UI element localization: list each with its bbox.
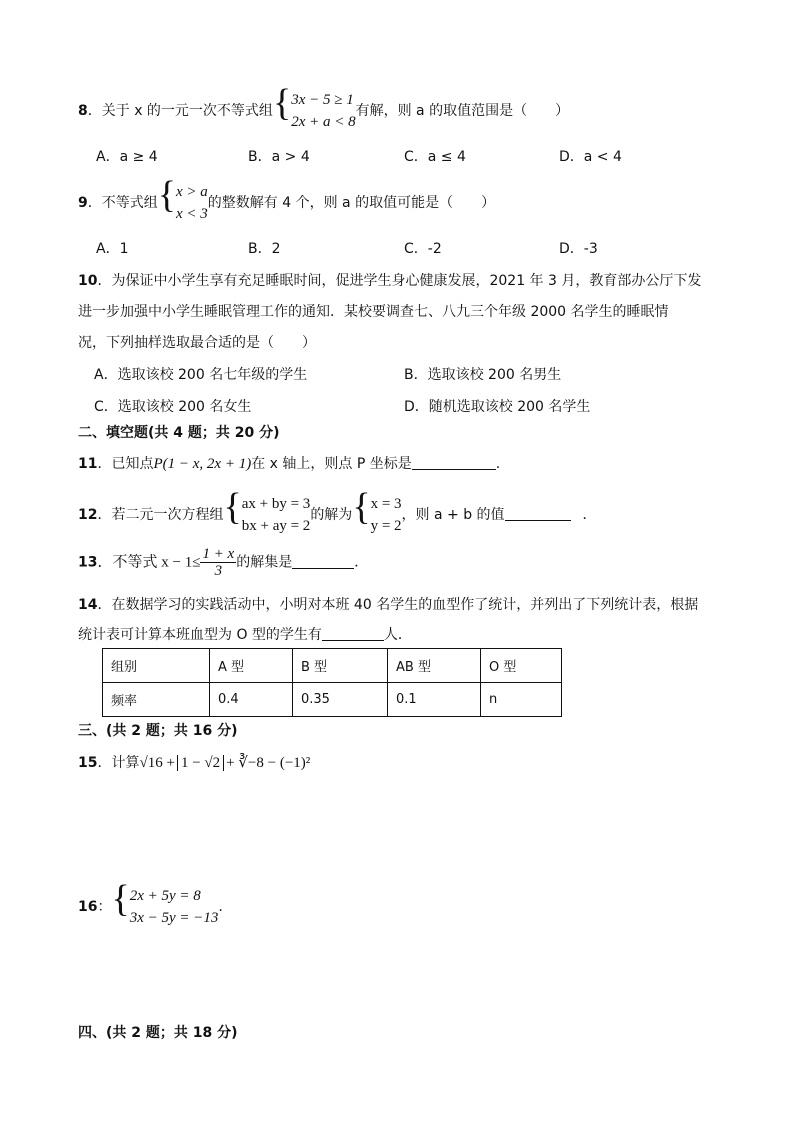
q10-option-c: C．选取该校 200 名女生 <box>94 399 252 415</box>
table-cell: n <box>481 683 562 717</box>
system-line-2: 3x − 5y = −13 <box>129 910 219 926</box>
system-line-1: 2x + 5y = 8 <box>129 888 201 904</box>
q9-option-b: B．2 <box>248 241 281 257</box>
question-12 <box>78 488 597 537</box>
system-line-2: 2x + a < 8 <box>291 114 356 130</box>
fraction-numerator: 1 + x <box>202 546 235 562</box>
question-number: 16 <box>78 899 98 915</box>
question-10-line-3: 况，下列抽样选取最合适的是（ ） <box>78 335 316 351</box>
inequality-system <box>176 181 208 225</box>
solution-line-1: x = 3 <box>370 496 402 512</box>
question-number: 14 <box>78 597 98 613</box>
question-text: ．在数据学习的实践活动中，小明对本班 40 名学生的血型作了统计，并列出了下列统计表，根据 <box>97 597 699 613</box>
system-line-2: bx + ay = 2 <box>241 518 311 534</box>
answer-blank[interactable] <box>412 455 496 470</box>
q10-option-b: B．选取该校 200 名男生 <box>404 367 562 383</box>
q8-option-b: B．a > 4 <box>248 149 310 165</box>
q8-option-c: C．a ≤ 4 <box>404 149 466 165</box>
question-text: ．不等式 x − 1≤ <box>97 554 201 571</box>
q10-option-a: A．选取该校 200 名七年级的学生 <box>94 367 308 383</box>
fraction-denominator: 3 <box>214 563 223 579</box>
q9-option-c: C．-2 <box>404 241 442 257</box>
question-text: 统计表可计算本班血型为 O 型的学生有 <box>78 627 322 643</box>
table-header-row <box>103 649 562 683</box>
section-heading-3: 三、(共 2 题；共 16 分) <box>78 723 238 739</box>
left-brace: { <box>111 878 130 920</box>
question-text-end: 的整数解有 4 个，则 a 的取值可能是（ ） <box>207 195 496 211</box>
system-line-2: x < 3 <box>176 206 208 222</box>
q9-option-a: A．1 <box>96 241 129 257</box>
question-text-end: ，则 a + b 的值 <box>401 507 505 523</box>
blood-type-table <box>102 648 562 717</box>
table-cell: 0.35 <box>293 683 388 717</box>
question-8 <box>78 84 569 133</box>
absolute-value-expression: 1 − √2 <box>177 755 224 771</box>
equation-system <box>130 885 219 929</box>
inequality-system <box>291 89 355 133</box>
answer-blank[interactable] <box>292 554 354 569</box>
table-cell: A 型 <box>210 649 293 683</box>
q8-option-d: D．a < 4 <box>559 149 622 165</box>
table-cell: O 型 <box>481 649 562 683</box>
section-heading-2: 二、填空题(共 4 题；共 20 分) <box>78 425 280 441</box>
system-line-1: 3x − 5 ≥ 1 <box>291 92 354 108</box>
question-text-mid: 的解为 <box>310 507 353 523</box>
question-11 <box>78 453 500 473</box>
table-row <box>103 683 562 717</box>
question-number: 12 <box>78 507 98 523</box>
table-cell: 频率 <box>103 683 210 717</box>
question-number: 9 <box>78 195 88 211</box>
question-text-end: 的解集是 <box>236 554 293 571</box>
fraction <box>200 546 236 579</box>
period: . <box>495 456 501 472</box>
period: ． <box>582 507 597 523</box>
question-text: ．不等式组 <box>87 195 158 211</box>
question-10-line-1 <box>78 270 701 290</box>
expression-part: √16 + <box>139 755 175 771</box>
point-expression: P(1 − x, 2x + 1) <box>153 456 252 472</box>
question-number: 13 <box>78 554 98 571</box>
answer-blank[interactable] <box>505 506 571 521</box>
question-text: ．若二元一次方程组 <box>97 507 224 523</box>
answer-blank[interactable] <box>322 626 384 641</box>
system-line-1: ax + by = 3 <box>241 496 311 512</box>
table-cell: B 型 <box>293 649 388 683</box>
left-brace: { <box>223 486 242 528</box>
question-text-end: 在 x 轴上，则点 P 坐标是 <box>251 456 412 472</box>
table-cell: 组别 <box>103 649 210 683</box>
question-16 <box>78 880 223 929</box>
table-cell: 0.4 <box>210 683 293 717</box>
question-text-end: 有解，则 a 的取值范围是（ ） <box>355 103 570 119</box>
question-number: 11 <box>78 456 98 472</box>
table-cell: AB 型 <box>388 649 481 683</box>
question-number: 15 <box>78 755 98 771</box>
question-14-line-1 <box>78 594 698 614</box>
question-text: ．计算 <box>97 755 140 771</box>
period: . <box>218 899 223 915</box>
equation-system <box>242 493 311 537</box>
table-cell: 0.1 <box>388 683 481 717</box>
question-10-line-2: 进一步加强中小学生睡眠管理工作的通知．某校要调查七、八九三个年级 2000 名学生的睡眠情 <box>78 304 669 320</box>
left-brace: { <box>272 82 292 124</box>
question-15 <box>78 752 310 772</box>
question-number: 8 <box>78 103 88 119</box>
question-text: ．关于 x 的一元一次不等式组 <box>87 103 273 119</box>
solution-system <box>371 493 402 537</box>
question-number: 10 <box>78 273 98 289</box>
expression-part: + ∛−8 − (−1)² <box>226 755 311 771</box>
q9-option-d: D．-3 <box>559 241 598 257</box>
system-line-1: x > a <box>176 184 208 200</box>
q10-option-d: D．随机选取该校 200 名学生 <box>404 399 591 415</box>
q8-option-a: A．a ≥ 4 <box>96 149 158 165</box>
question-text-end: 人． <box>383 627 412 643</box>
left-brace: { <box>157 174 176 216</box>
question-9 <box>78 176 495 225</box>
question-text: ： <box>97 899 112 915</box>
question-13 <box>78 546 368 579</box>
question-text: ．已知点 <box>97 456 154 472</box>
period: ． <box>354 554 369 571</box>
solution-line-2: y = 2 <box>370 518 402 534</box>
left-brace: { <box>352 486 371 528</box>
section-heading-4: 四、(共 2 题；共 18 分) <box>78 1025 238 1041</box>
question-14-line-2 <box>78 624 412 644</box>
question-text: ．为保证中小学生享有充足睡眠时间，促进学生身心健康发展，2021 年 3 月，教育部办公厅下发 <box>97 273 702 289</box>
